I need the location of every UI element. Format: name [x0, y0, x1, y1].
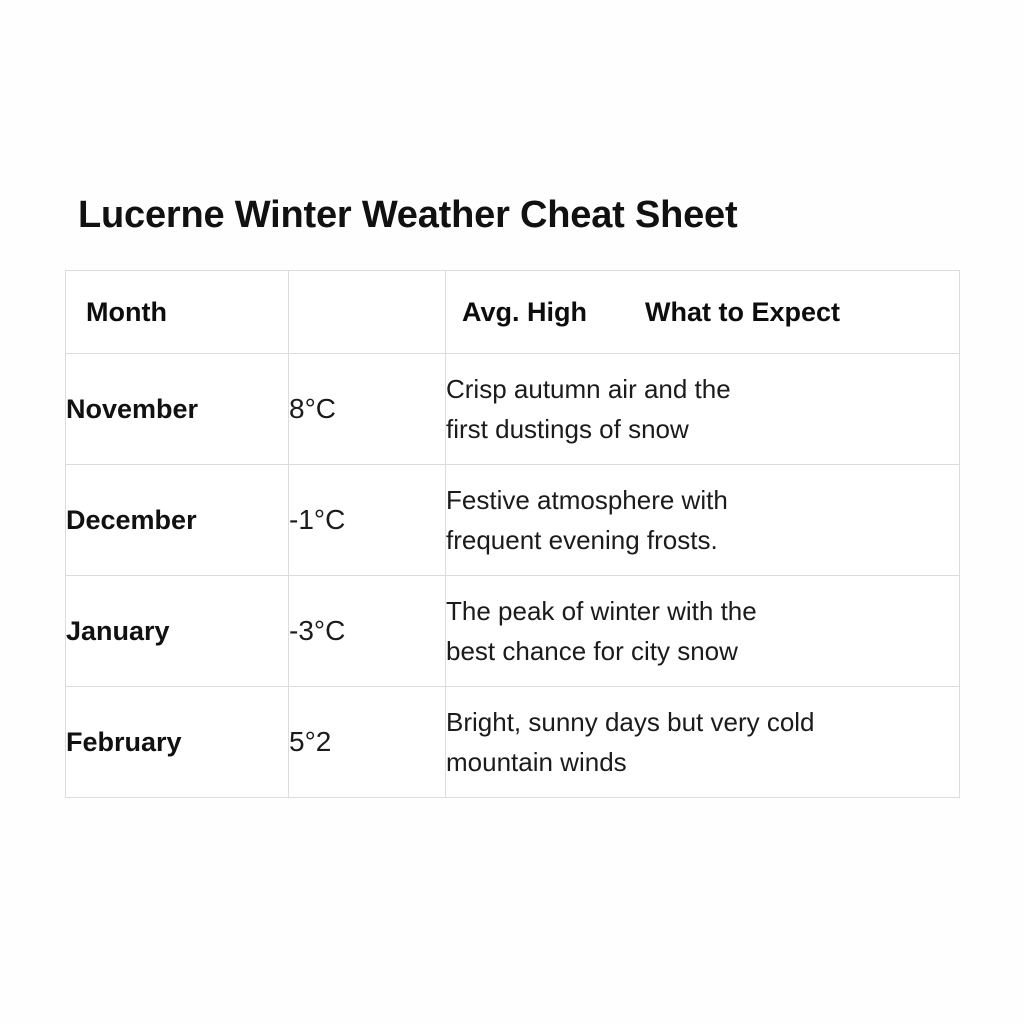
cell-what-to-expect: [446, 576, 960, 687]
weather-cheat-table: [65, 270, 960, 798]
cell-avg-high: 5°2: [289, 687, 446, 798]
table-header-row: [66, 271, 960, 354]
column-header-month: [66, 271, 289, 354]
cell-what-to-expect-line-1: Bright, sunny days but very cold: [446, 706, 815, 737]
cell-what-to-expect-line-1: Festive atmosphere with: [446, 484, 728, 515]
cell-month: February: [66, 687, 289, 798]
table-row: [66, 354, 960, 465]
cell-what-to-expect-line-2: frequent evening frosts.: [446, 525, 718, 555]
cell-what-to-expect-line-1: Crisp autumn air and the: [446, 373, 731, 404]
page-title: Lucerne Winter Weather Cheat Sheet: [78, 194, 738, 236]
column-header-expect: [446, 271, 960, 354]
cell-what-to-expect-line-2: best chance for city snow: [446, 636, 738, 666]
table-row: [66, 576, 960, 687]
cell-what-to-expect: [446, 354, 960, 465]
column-header-blank: [289, 271, 446, 354]
column-header-what-to-expect-label: What to Expect: [645, 296, 841, 327]
cell-month: November: [66, 354, 289, 465]
cell-what-to-expect: [446, 687, 960, 798]
column-header-month-label: Month: [86, 296, 167, 327]
table-body: [66, 354, 960, 798]
column-header-group: [446, 297, 959, 328]
cell-avg-high: -1°C: [289, 465, 446, 576]
cell-what-to-expect-line-2: mountain winds: [446, 747, 627, 777]
cell-what-to-expect-line-2: first dustings of snow: [446, 414, 689, 444]
column-header-avg-high-label: Avg. High: [462, 296, 587, 327]
cell-month: December: [66, 465, 289, 576]
table-row: [66, 465, 960, 576]
cell-what-to-expect-line-1: The peak of winter with the: [446, 595, 757, 626]
table-row: [66, 687, 960, 798]
cell-avg-high: 8°C: [289, 354, 446, 465]
cell-month: January: [66, 576, 289, 687]
cell-avg-high: -3°C: [289, 576, 446, 687]
cell-what-to-expect: [446, 465, 960, 576]
